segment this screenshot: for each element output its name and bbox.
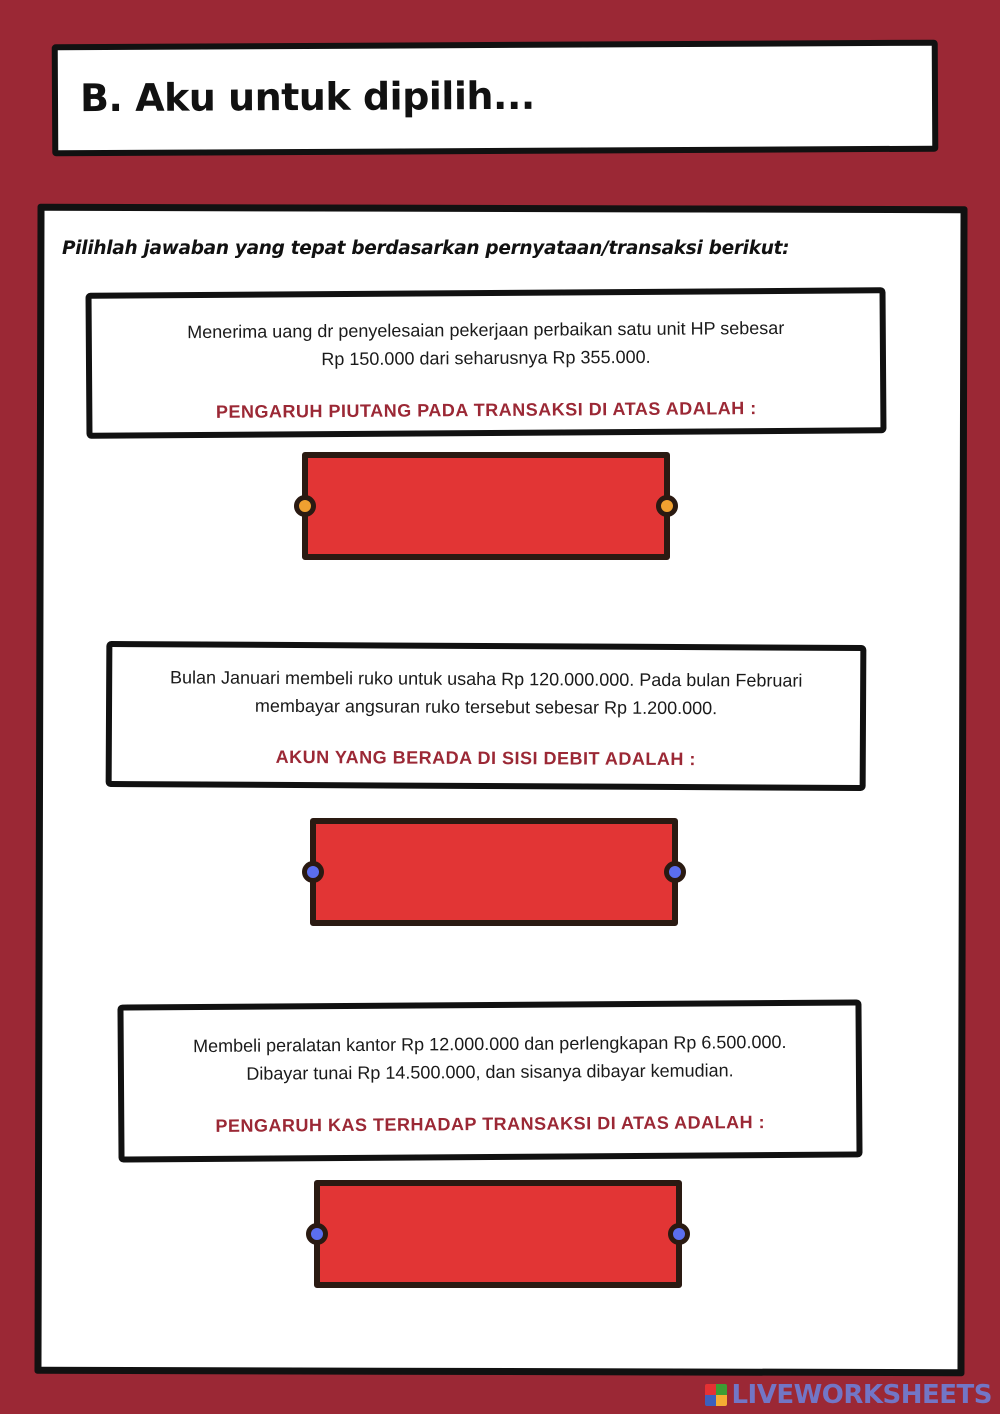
- question-3-line1: Membeli peralatan kantor Rp 12.000.000 dan perlengkapan Rp 6.500.000.: [192, 1031, 787, 1057]
- connector-dot-icon: [294, 495, 316, 517]
- question-1-box: [86, 287, 887, 439]
- answer-slot-3[interactable]: [314, 1180, 682, 1288]
- question-2-label: AKUN YANG BERADA DI SISI DEBIT ADALAH :: [275, 746, 696, 770]
- connector-dot-icon: [668, 1223, 690, 1245]
- question-2-box: [106, 641, 867, 791]
- question-3-line2: Dibayar tunai Rp 14.500.000, dan sisanya dibayar kemudian.: [246, 1060, 734, 1084]
- watermark: [705, 1380, 992, 1410]
- connector-dot-icon: [302, 861, 324, 883]
- connector-dot-icon: [306, 1223, 328, 1245]
- question-1-label: PENGARUH PIUTANG PADA TRANSAKSI DI ATAS ADALAH :: [215, 398, 757, 422]
- instruction-text: Pilihlah jawaban yang tepat berdasarkan pernyataan/transaksi berikut:: [62, 238, 790, 259]
- connector-dot-icon: [656, 495, 678, 517]
- liveworksheets-logo-icon: [705, 1384, 727, 1406]
- question-3-label: PENGARUH KAS TERHADAP TRANSAKSI DI ATAS ADALAH :: [215, 1112, 766, 1136]
- question-2-line1: Bulan Januari membeli ruko untuk usaha Rp 120.000.000. Pada bulan Februari: [169, 667, 803, 691]
- question-3-box: [117, 999, 862, 1162]
- question-1-line2: Rp 150.000 dari seharusnya Rp 355.000.: [321, 346, 651, 370]
- question-2-line2: membayar angsuran ruko tersebut sebesar Rp 1.200.000.: [254, 695, 718, 719]
- question-1-line1: Menerima uang dr penyelesaian pekerjaan perbaikan satu unit HP sebesar: [187, 317, 785, 343]
- watermark-text: LIVEWORKSHEETS: [731, 1380, 992, 1410]
- page-title: B. Aku untuk dipilih...: [79, 73, 535, 121]
- answer-slot-2[interactable]: [310, 818, 678, 926]
- answer-slot-1[interactable]: [302, 452, 670, 560]
- connector-dot-icon: [664, 861, 686, 883]
- title-box: [52, 40, 939, 157]
